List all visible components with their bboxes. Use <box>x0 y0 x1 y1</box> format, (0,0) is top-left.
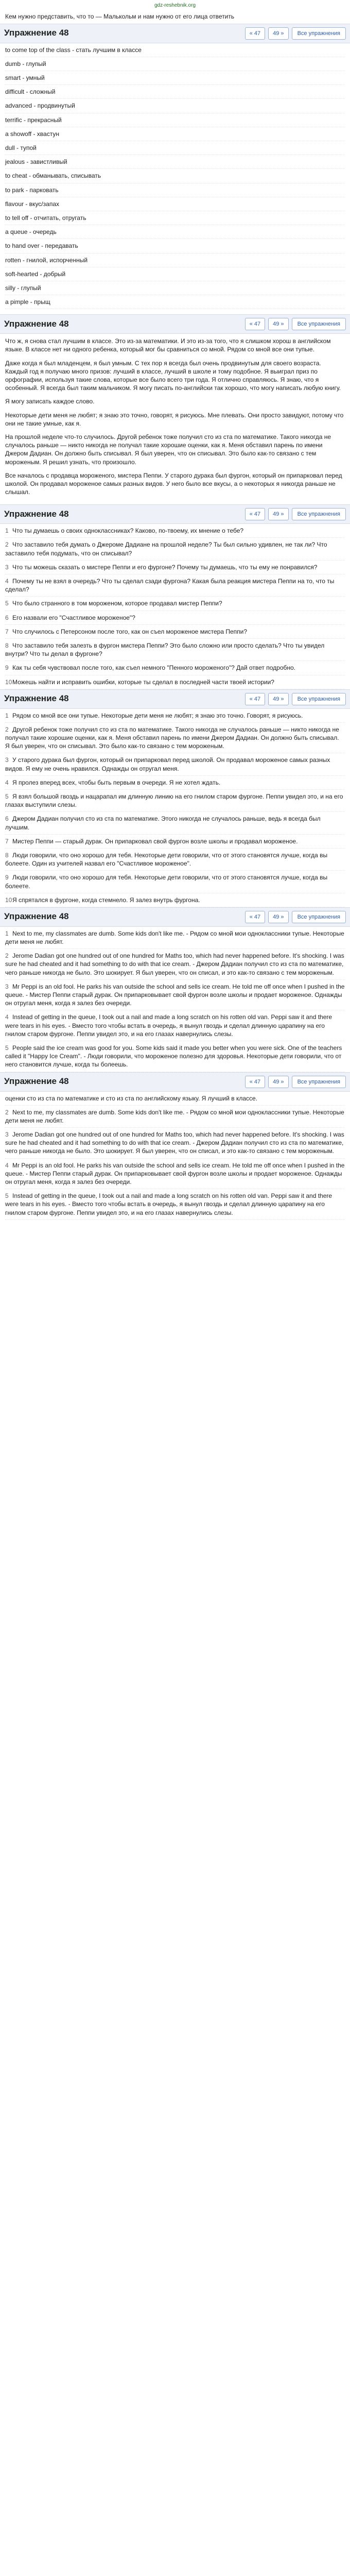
answer-text: People said the ice cream was good for you. Some kids said it made you better when you were sick. One of the teachers called it "Happy Ice Cream". - Люди говорили, что мороженое полезно для здоровья. Некоторые дети говорили, что от него становится лучше, когда ты болеешь. <box>5 1044 342 1069</box>
prev-number: 47 <box>254 321 261 328</box>
prev-number: 47 <box>254 30 261 37</box>
prev-exercise-button[interactable]: « 47 <box>245 508 265 520</box>
question-text: Что ты можешь сказать о мистере Пеппи и его фургоне? Почему ты думаешь, что ты ему не понравился? <box>12 563 318 571</box>
question-text: Как ты себя чувствовал после того, как съел немного "Пенного мороженого"? Дай ответ подробно. <box>12 664 296 672</box>
answer-text: Instead of getting in the queue, I took out a nail and made a long scratch on his rotten old van. Peppi saw it and there were tears in his eyes. - Вместо того чтобы встать в очередь, я вынул гвоздь и сделал длинную царапину на его гнилом старом фургоне. Пеппи увидел это, и на его глазах навернулись слезы. <box>5 1192 332 1216</box>
exercise-nav <box>245 693 346 705</box>
answer-item: 4 Mr Peppi is an old fool. He parks his van outside the school and sells ice cream. He told me off once when I pushed in the queue. - Мистер Пеппи старый дурак. Он припарковывает свой фургон возле школы и продает мороженое. Однажды он отругал меня, когда я залез без очереди. <box>5 1159 345 1190</box>
question-item: 7 Что случилось с Петерсоном после того, как он съел мороженое мистера Пеппи? <box>5 625 345 639</box>
vocab-list <box>0 43 350 310</box>
answer-item: 2 Jerome Dadian got one hundred out of one hundred for Maths too, which had never happened before. It's shocking. I was sure he had cheated and it had something to do with that ice cream. - Джером Дадиан получил сто из ста по математике, чего раньше никогда не было. Это шокирует. Я был уверен, что он списал, и это как-то связано с тем мороженым. <box>5 949 345 980</box>
english-answer-list-2 <box>0 1092 350 1220</box>
answer-text: Next to me, my classmates are dumb. Some kids don't like me. - Рядом со мной мои одноклассники тупые. Некоторые дети меня не любят. <box>5 1108 344 1124</box>
next-number: 49 <box>273 913 279 920</box>
list-item <box>5 267 345 281</box>
answer-text: Mr Peppi is an old fool. He parks his van outside the school and sells ice cream. He told me off once when I pushed in the queue. - Мистер Пеппи старый дурак. Он припарковывает свой фургон возле школы и продает мороженое. Однажды он отругал меня, когда я залез без очереди. <box>5 1161 345 1185</box>
list-item <box>5 253 345 267</box>
answer-text: У старого дурака был фургон, который он припарковал перед школой. Он продавал мороженое самых разных видов. Я ему не очень нравился. Однажды он отругал меня. <box>5 756 330 772</box>
next-number: 49 <box>273 30 279 37</box>
exercise-header-3 <box>0 504 350 524</box>
exercise-nav <box>245 27 346 40</box>
paragraph: Некоторые дети меня не любят; я знаю это точно, говорят, я рисуюсь. Мне плевать. Они просто завидуют, потому что они не такие умные, как я. <box>5 411 344 427</box>
list-item-text: dumb - глупый <box>5 60 46 67</box>
answer-item: 3 Jerome Dadian got one hundred out of one hundred for Maths too, which had never happened before. It's shocking. I was sure he had cheated and it had something to do with that ice cream. - Джером Дадиан получил сто из ста по математике, чего раньше никогда не было. Это шокирует. Я был уверен, что он списал, и это как-то связано с тем мороженым. <box>5 1128 345 1159</box>
answer-text: Instead of getting in the queue, I took out a nail and made a long scratch on his rotten old van. Peppi saw it and there were tears in his eyes. - Вместо того чтобы встать в очередь, я вынул гвоздь и сделал длинную царапину на его гнилом старом фургоне. Пеппи увидел это, и на его глазах навернулись слезы. <box>5 1013 332 1038</box>
question-list <box>0 524 350 689</box>
site-name[interactable]: gdz-reshebnik.org <box>154 3 196 8</box>
list-item <box>5 169 345 183</box>
answer-text: оценки сто из ста по математике и сто из ста по английскому языку. Я лучший в классе. <box>5 1094 258 1102</box>
all-exercises-button[interactable]: Все упражнения <box>292 318 346 330</box>
prev-exercise-button[interactable]: « 47 <box>245 318 265 330</box>
answer-item: 10Я спрятался в фургоне, когда стемнело. Я залез внутрь фургона. <box>5 893 345 907</box>
answer-item: 2 Другой ребенок тоже получил сто из ста по математике. Такого никогда не случалось раньше — никто никогда не получал такие хорошие оценки, как я. Меня обставил парень по имени Джером Дадиан. Он должно быть списывал. Я был уверен, что он списывал. Это было как-то связано с тем мороженым. <box>5 723 345 754</box>
exercise-header-1 <box>0 24 350 43</box>
exercise-title: Упражнение 48 <box>4 318 69 329</box>
list-item-text: smart - умный <box>5 74 45 82</box>
question-item: 8 Что заставило тебя залезть в фургон мистера Пеппи? Это было сложно или просто сделать? Что ты увидел внутри? Что ты делал в фургоне? <box>5 639 345 661</box>
answer-text: Next to me, my classmates are dumb. Some kids don't like me. - Рядом со мной мои одноклассники тупые. Некоторые дети меня не любят. <box>5 929 344 946</box>
next-number: 49 <box>273 511 279 518</box>
next-exercise-button[interactable]: 49 » <box>268 508 288 520</box>
question-text: Что случилось с Петерсоном после того, как он съел мороженое мистера Пеппи? <box>12 628 248 635</box>
paragraph: Все началось с продавца мороженого, мистера Пеппи. У старого дурака был фургон, который он припарковал перед школой. Он продавал мороженое самых разных видов. У него было все вкусы, а о некоторых я никогда раньше не слышал. <box>5 471 342 496</box>
list-item-text: to come top of the class - стать лучшим в классе <box>5 46 142 54</box>
exercise-nav <box>245 911 346 923</box>
list-item <box>5 43 345 57</box>
answer-text: Я пролез вперед всех, чтобы быть первым в очереди. Я не хотел ждать. <box>12 778 221 786</box>
answer-item: 5 Instead of getting in the queue, I took out a nail and made a long scratch on his rotten old van. Peppi saw it and there were tears in his eyes. - Вместо того чтобы встать в очередь, я вынул гвоздь и сделал длинную царапину на его гнилом старом фургоне. Пеппи увидел это, и на его глазах навернулись слезы. <box>5 1189 345 1220</box>
next-exercise-button[interactable]: 49 » <box>268 911 288 923</box>
answer-text: Другой ребенок тоже получил сто из ста по математике. Такого никогда не случалось раньше — никто никогда не получал такие хорошие оценки, как я. Меня обставил парень по имени Джером Дадиан. Он должно быть списывал. Я был уверен, что он списывал. Это было как-то связано с тем мороженым. <box>5 725 339 750</box>
question-item: 2 Что заставило тебя думать о Джероме Дадиане на прошлой неделе? Ты был сильно удивлен, не так ли? Что заставило тебя подумать, что он списывал? <box>5 538 345 560</box>
answer-text: Джером Дадиан получил сто из ста по математике. Этого никогда не случалось раньше, ведь я всегда был лучшим. <box>5 815 321 831</box>
question-item: 4 Почему ты не взял в очередь? Что ты сделал сзади фургона? Какая была реакция мистера Пеппи на то, что ты сделал? <box>5 574 345 597</box>
question-text: Его назвали его "Счастливое мороженое"? <box>12 614 135 621</box>
list-item-text: flavour - вкус/запах <box>5 200 59 208</box>
list-item <box>5 183 345 197</box>
exercise-nav <box>245 508 346 520</box>
exercise-header-5 <box>0 907 350 927</box>
paragraph: Что ж, я снова стал лучшим в классе. Это из-за математики. И это из-за того, что я слишком хорош в английском языке. В классе нет ни одного ребенка, который мог бы сравниться со мной. Рядом со мной все они тупые. <box>5 337 331 353</box>
answer-text: Mr Peppi is an old fool. He parks his van outside the school and sells ice cream. He told me off once when I pushed in the queue. - Мистер Пеппи старый дурак. Он припарковывает свой фургон возле школы и продает мороженое. Однажды он отругал меня, когда я залез без очереди. <box>5 982 345 1007</box>
question-item: 10Можешь найти и исправить ошибки, которые ты сделал в последней части твоей истории? <box>5 675 345 689</box>
paragraph: Даже когда я был младенцем, я был умным. С тех пор я всегда был очень продвинутым для своего возраста. Каждый год я получаю много призов: лучший в классе, лучший в школе и тому подобное. Я выиграл приз по орфографии, используя такие слова, которые все было всего три года. Я отлично справляюсь. Я знаю, что я особенный. Я всегда был таким мальчиком. Я могу писать по-английски так хорошо, что могу написать любую книгу. <box>5 359 341 392</box>
list-item <box>5 57 345 71</box>
answer-item: 3 Mr Peppi is an old fool. He parks his van outside the school and sells ice cream. He told me off once when I pushed in the queue. - Мистер Пеппи старый дурак. Он припарковывает свой фургон возле школы и продает мороженое. Однажды он отругал меня, когда я залез без очереди. <box>5 980 345 1011</box>
list-item <box>5 281 345 295</box>
list-item-text: a queue - очередь <box>5 228 57 236</box>
exercise-header-6 <box>0 1072 350 1092</box>
all-exercises-button[interactable]: Все упражнения <box>292 911 346 923</box>
answer-text: Jerome Dadian got one hundred out of one hundred for Maths too, which had never happened before. It's shocking. I was sure he had cheated and it had something to do with that ice cream. - Джером Дадиан получил сто из ста по математике, чего раньше никогда не было. Это шокирует. Я был уверен, что он списал, и это как-то связано с тем мороженым. <box>5 952 344 976</box>
answer-item: 9 Люди говорили, что оно хорошо для тебя. Некоторые дети говорили, что от этого становятся лучше, когда вы болеете. <box>5 871 345 893</box>
answer-text: Люди говорили, что оно хорошо для тебя. Некоторые дети говорили, что от этого становятся лучше, когда вы болеете. Один из учителей назвал его "Счастливое мороженое". <box>5 851 328 868</box>
question-text: Можешь найти и исправить ошибки, которые ты сделал в последней части твоей истории? <box>12 678 274 686</box>
next-exercise-button[interactable]: 49 » <box>268 318 288 330</box>
list-item <box>5 99 345 113</box>
exercise-nav <box>245 1076 346 1088</box>
list-item-text: a pimple - прыщ <box>5 298 50 306</box>
answer-item: 5 People said the ice cream was good for you. Some kids said it made you better when you were sick. One of the teachers called it "Happy Ice Cream". - Люди говорили, что мороженое полезно для здоровья. Некоторые дети говорили, что от него становится лучше, когда ты болеешь. <box>5 1041 345 1072</box>
list-item <box>5 155 345 169</box>
list-item <box>5 239 345 253</box>
list-item <box>5 85 345 99</box>
question-text: Что ты думаешь о своих одноклассниках? Каково, по-твоему, их мнение о тебе? <box>12 527 244 535</box>
list-item-text: to park - парковать <box>5 186 59 194</box>
all-exercises-button[interactable]: Все упражнения <box>292 27 346 40</box>
list-item-text: to hand over - передавать <box>5 242 78 250</box>
question-item: 5 Что было странного в том мороженом, которое продавал мистер Пеппи? <box>5 597 345 611</box>
exercise-title: Упражнение 48 <box>4 28 69 38</box>
list-item-text: difficult - сложный <box>5 88 56 96</box>
list-item <box>5 295 345 309</box>
list-item <box>5 211 345 225</box>
list-item-text: to cheat - обманывать, списывать <box>5 172 101 180</box>
question-item: 3 Что ты можешь сказать о мистере Пеппи и его фургоне? Почему ты думаешь, что ты ему не понравился? <box>5 561 345 574</box>
answer-text: Рядом со мной все они тупые. Некоторые дети меня не любят; я знаю это точно. Говорят, я рисуюсь. <box>12 711 303 719</box>
next-exercise-button[interactable]: 49 » <box>268 27 288 40</box>
list-item <box>5 141 345 155</box>
paragraph: На прошлой неделе что-то случилось. Другой ребенок тоже получил сто из ста по математике. Такого никогда не случалось раньше — никто никогда не получал такие хорошие оценки, как я. Меня обставил парень по имени Джером Дадиан. Он должно быть списывал. Я был уверен, что он списывал. Это было как-то связано с тем мороженым. Я решил узнать, что произошло. <box>5 433 331 466</box>
answer-item: 1 Next to me, my classmates are dumb. Some kids don't like me. - Рядом со мной мои одноклассники тупые. Некоторые дети меня не любят. <box>5 927 345 949</box>
page <box>0 0 350 1220</box>
list-item-text: soft-hearted - добрый <box>5 270 66 278</box>
all-exercises-button[interactable]: Все упражнения <box>292 1076 346 1088</box>
intro-line: Кем нужно представить, что то — Малькольм и нам нужно от его лица ответить <box>5 12 235 20</box>
question-text: Что заставило тебя залезть в фургон мистера Пеппи? Это было сложно или просто сделать? Что ты увидел внутри? Что ты делал в фургоне? <box>5 641 325 658</box>
list-item-text: advanced - продвинутый <box>5 102 75 110</box>
story-text <box>0 334 350 504</box>
answer-item: 3 У старого дурака был фургон, который он припарковал перед школой. Он продавал мороженое самых разных видов. Я ему не очень нравился. Однажды он отругал меня. <box>5 753 345 775</box>
exercise-nav <box>245 318 346 330</box>
prev-number: 47 <box>254 913 261 920</box>
next-number: 49 <box>273 696 279 702</box>
all-exercises-button[interactable]: Все упражнения <box>292 508 346 520</box>
list-item-text: jealous - завистливый <box>5 158 67 166</box>
exercise-header-4 <box>0 689 350 709</box>
exercise-title: Упражнение 48 <box>4 509 69 519</box>
list-item-text: dull - тупой <box>5 144 37 151</box>
list-item-text: rotten - гнилой, испорченный <box>5 256 88 264</box>
exercise-header-2 <box>0 314 350 334</box>
answer-list <box>0 709 350 907</box>
question-item: 9 Как ты себя чувствовал после того, как съел немного "Пенного мороженого"? Дай ответ подробно. <box>5 661 345 675</box>
answer-item: 8 Люди говорили, что оно хорошо для тебя. Некоторые дети говорили, что от этого становятся лучше, когда вы болеете. Один из учителей назвал его "Счастливое мороженое". <box>5 849 345 871</box>
question-item: 1 Что ты думаешь о своих одноклассниках? Каково, по-твоему, их мнение о тебе? <box>5 524 345 538</box>
answer-item <box>5 1092 345 1106</box>
question-item: 6 Его назвали его "Счастливое мороженое"? <box>5 611 345 625</box>
prev-exercise-button[interactable]: « 47 <box>245 27 265 40</box>
prev-number: 47 <box>254 1078 261 1085</box>
answer-text: Я спрятался в фургоне, когда стемнело. Я залез внутрь фургона. <box>12 896 200 904</box>
answer-text: Я взял большой гвоздь и нацарапал им длинную линию на его гнилом старом фургоне. Пеппи увидел это, и на его глазах выступили слезы. <box>5 793 343 809</box>
prev-number: 47 <box>254 696 261 702</box>
intro <box>0 9 350 24</box>
question-text: Почему ты не взял в очередь? Что ты сделал сзади фургона? Какая была реакция мистера Пеппи на то, что ты сделал? <box>5 578 335 594</box>
prev-number: 47 <box>254 511 261 518</box>
answer-text: Мистер Пеппи — старый дурак. Он припарковал свой фургон возле школы и продавал мороженое. <box>12 837 298 845</box>
answer-text: Люди говорили, что оно хорошо для тебя. Некоторые дети говорили, что от этого становятся лучше, когда вы болеете. <box>5 874 328 890</box>
all-exercises-button[interactable]: Все упражнения <box>292 693 346 705</box>
list-item <box>5 127 345 141</box>
list-item <box>5 197 345 211</box>
question-text: Что заставило тебя думать о Джероме Дадиане на прошлой неделе? Ты был сильно удивлен, не так ли? Что заставило тебя подумать, что он списывал? <box>5 541 327 557</box>
answer-item: 4 Instead of getting in the queue, I took out a nail and made a long scratch on his rotten old van. Peppi saw it and there were tears in his eyes. - Вместо того чтобы встать в очередь, я вынул гвоздь и сделал длинную царапину на его гнилом старом фургоне. Пеппи увидел это, и на его глазах навернулись слезы. <box>5 1010 345 1041</box>
prev-exercise-button[interactable]: « 47 <box>245 911 265 923</box>
list-item-text: terrific - прекрасный <box>5 116 62 124</box>
answer-item: 7 Мистер Пеппи — старый дурак. Он припарковал свой фургон возле школы и продавал мороженое. <box>5 835 345 849</box>
list-item <box>5 113 345 127</box>
list-item-text: a showoff - хвастун <box>5 130 59 138</box>
answer-text: Jerome Dadian got one hundred out of one hundred for Maths too, which had never happened before. It's shocking. I was sure he had cheated and it had something to do with that ice cream. - Джером Дадиан получил сто из ста по математике, чего раньше никогда не было. Это шокирует. Я был уверен, что он списал, и это как-то связано с тем мороженым. <box>5 1131 344 1155</box>
next-exercise-button[interactable]: 49 » <box>268 693 288 705</box>
list-item <box>5 225 345 239</box>
question-text: Что было странного в том мороженом, которое продавал мистер Пеппи? <box>12 600 222 607</box>
exercise-title: Упражнение 48 <box>4 1076 69 1087</box>
english-answer-list <box>0 927 350 1072</box>
paragraph: Я могу записать каждое слово. <box>5 398 95 405</box>
list-item-text: to tell off - отчитать, отругать <box>5 214 86 222</box>
next-number: 49 <box>273 321 279 328</box>
prev-exercise-button[interactable]: « 47 <box>245 1076 265 1088</box>
list-item <box>5 71 345 85</box>
next-number: 49 <box>273 1078 279 1085</box>
exercise-title: Упражнение 48 <box>4 911 69 922</box>
answer-item: 2 Next to me, my classmates are dumb. Some kids don't like me. - Рядом со мной мои одноклассники тупые. Некоторые дети меня не любят. <box>5 1106 345 1128</box>
next-exercise-button[interactable]: 49 » <box>268 1076 288 1088</box>
exercise-title: Упражнение 48 <box>4 693 69 704</box>
answer-item: 5 Я взял большой гвоздь и нацарапал им длинную линию на его гнилом старом фургоне. Пеппи увидел это, и на его глазах выступили слезы. <box>5 790 345 812</box>
site-header <box>0 0 350 9</box>
prev-exercise-button[interactable]: « 47 <box>245 693 265 705</box>
answer-item: 1 Рядом со мной все они тупые. Некоторые дети меня не любят; я знаю это точно. Говорят, я рисуюсь. <box>5 709 345 723</box>
answer-item: 4 Я пролез вперед всех, чтобы быть первым в очереди. Я не хотел ждать. <box>5 776 345 790</box>
list-item-text: silly - глупый <box>5 284 41 292</box>
answer-item: 6 Джером Дадиан получил сто из ста по математике. Этого никогда не случалось раньше, ведь я всегда был лучшим. <box>5 812 345 834</box>
